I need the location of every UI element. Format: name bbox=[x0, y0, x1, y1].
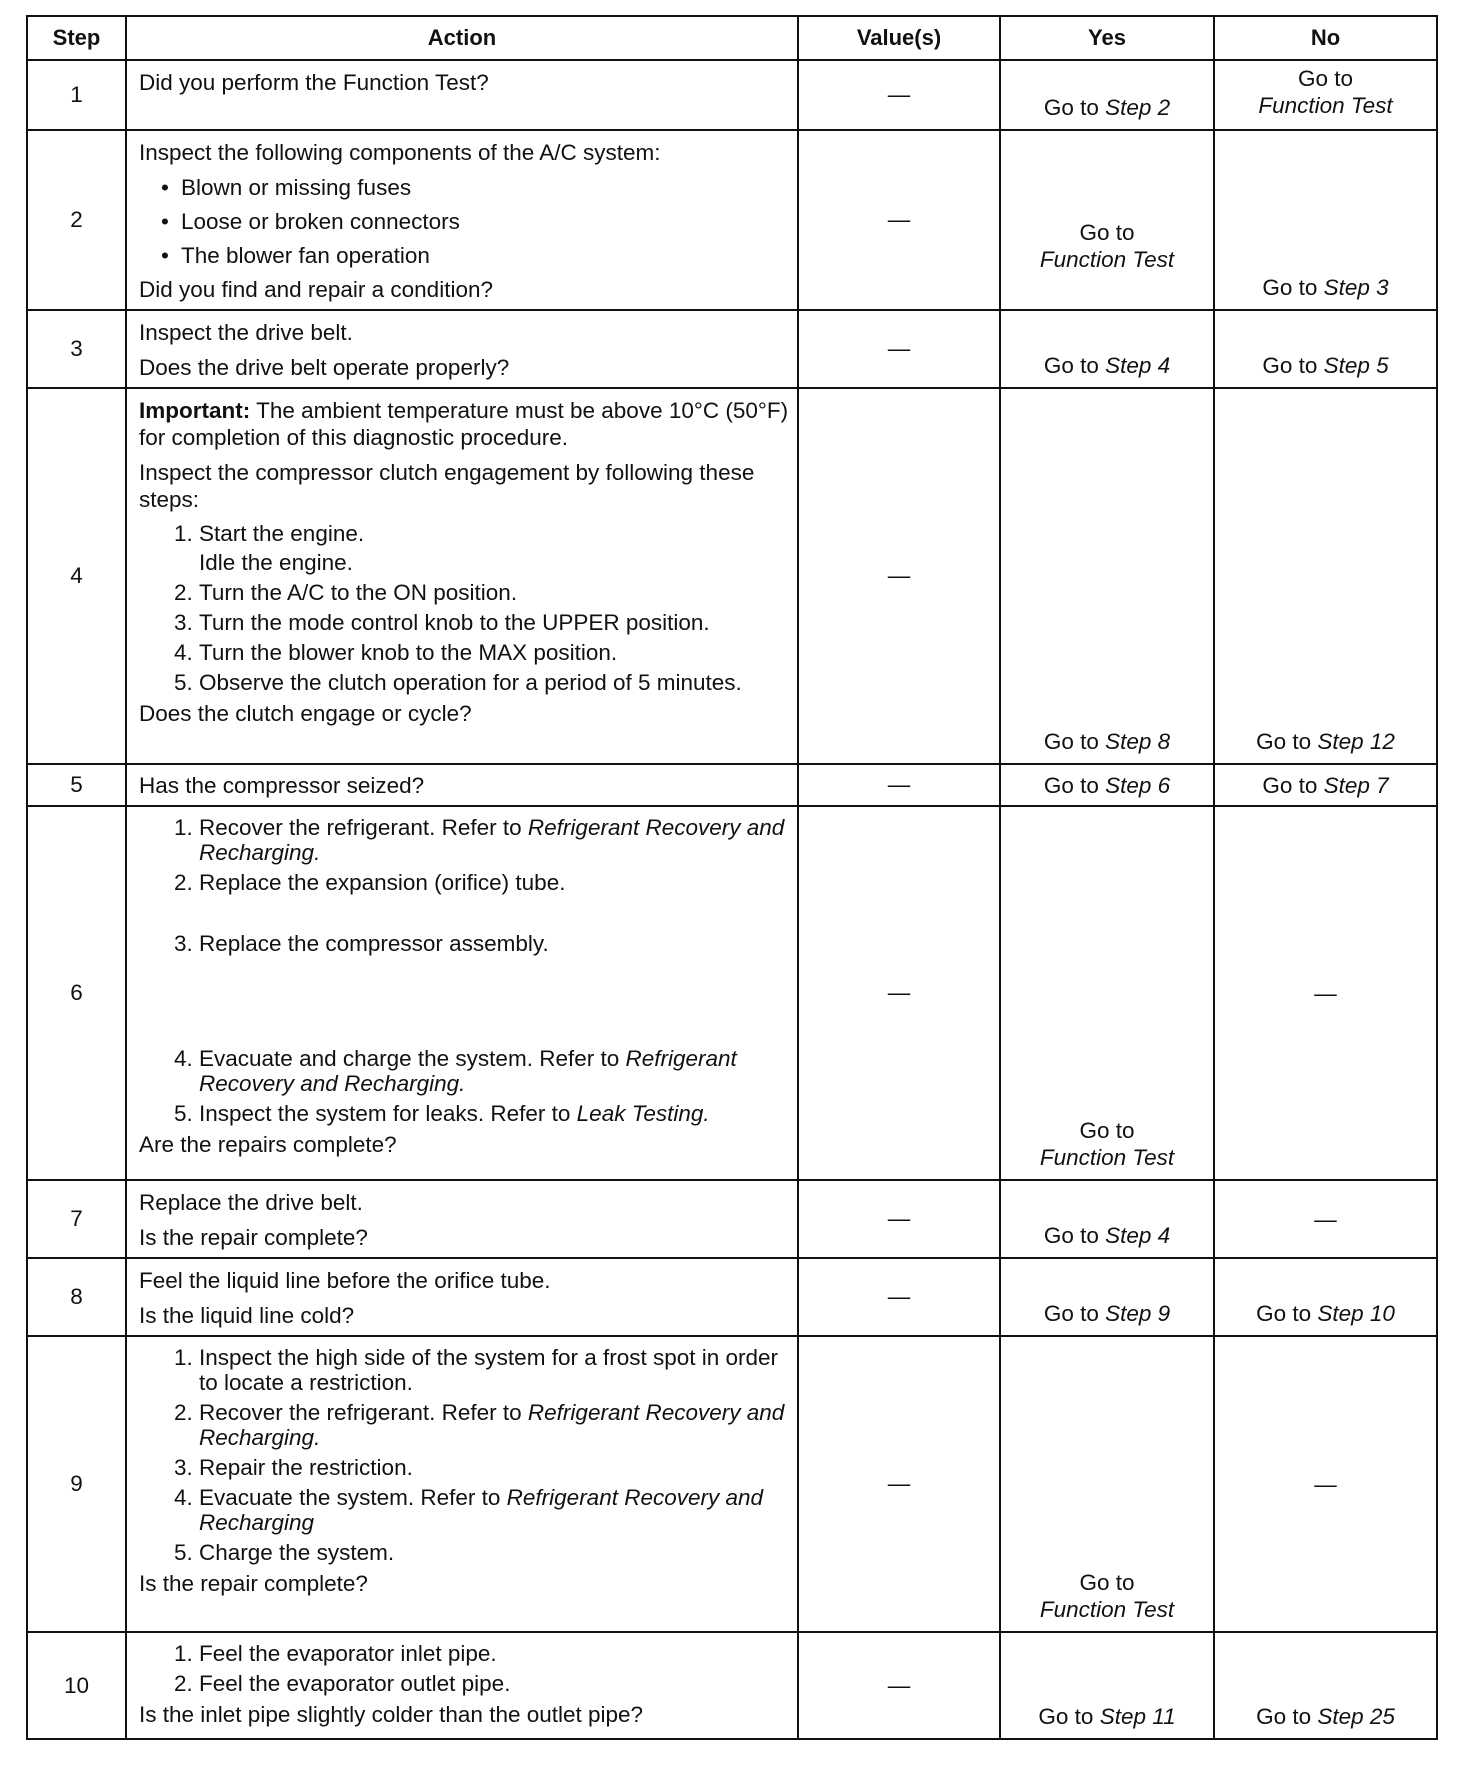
yes-cell bbox=[1000, 764, 1214, 806]
list-item bbox=[199, 1641, 789, 1666]
step-number: 9 bbox=[27, 1336, 126, 1632]
table-row bbox=[27, 1632, 1437, 1739]
list-item bbox=[199, 1345, 789, 1395]
header-no: No bbox=[1214, 16, 1437, 60]
no-target: Step 12 bbox=[1317, 729, 1395, 754]
action-intro: Inspect the compressor clutch engagement by following these steps: bbox=[139, 460, 755, 512]
header-step: Step bbox=[27, 16, 126, 60]
yes-target: Step 8 bbox=[1105, 729, 1171, 754]
yes-target: Step 9 bbox=[1105, 1301, 1171, 1326]
table-row bbox=[27, 806, 1437, 1180]
action-cell bbox=[126, 1336, 798, 1632]
action-question: Does the drive belt operate properly? bbox=[139, 355, 510, 380]
bullet-list bbox=[139, 174, 789, 269]
yes-prefix: Go to bbox=[1079, 1570, 1135, 1595]
list-item bbox=[199, 1400, 789, 1450]
reference-link: Refrigerant Recovery and Recharging bbox=[199, 1485, 764, 1535]
important-text: The ambient temperature must be above 10°C (50°F) for completion of this diagnostic procedure. bbox=[139, 398, 789, 450]
action-cell bbox=[126, 60, 798, 130]
yes-target: Step 11 bbox=[1099, 1704, 1176, 1729]
yes-prefix: Go to bbox=[1043, 1223, 1099, 1248]
value-cell bbox=[798, 60, 1000, 130]
list-item bbox=[161, 174, 789, 201]
no-cell bbox=[1214, 1336, 1437, 1632]
value-dash: — bbox=[887, 563, 911, 588]
yes-prefix: Go to bbox=[1043, 773, 1099, 798]
list-item bbox=[199, 640, 789, 665]
value-cell bbox=[798, 388, 1000, 764]
list-item bbox=[199, 1671, 789, 1696]
yes-prefix: Go to bbox=[1079, 220, 1135, 245]
no-cell bbox=[1214, 130, 1437, 310]
value-dash: — bbox=[887, 772, 911, 797]
no-cell bbox=[1214, 60, 1437, 130]
value-dash: — bbox=[887, 1471, 911, 1496]
yes-target: Step 4 bbox=[1105, 1223, 1171, 1248]
yes-target: Step 6 bbox=[1105, 773, 1171, 798]
action-question: Has the compressor seized? bbox=[139, 772, 425, 798]
yes-cell bbox=[1000, 1336, 1214, 1632]
reference-link: Refrigerant Recovery and Recharging. bbox=[199, 1400, 785, 1450]
yes-prefix: Go to bbox=[1043, 1301, 1099, 1326]
yes-target: Function Test bbox=[1039, 1145, 1175, 1170]
action-intro: Replace the drive belt. bbox=[139, 1190, 363, 1215]
no-cell bbox=[1214, 806, 1437, 1180]
table-row bbox=[27, 130, 1437, 310]
table-row bbox=[27, 1258, 1437, 1336]
no-prefix: Go to bbox=[1256, 1704, 1312, 1729]
reference-link: Refrigerant Recovery and Recharging. bbox=[199, 815, 785, 865]
step-text: Evacuate the system. Refer to bbox=[199, 1485, 501, 1510]
value-cell bbox=[798, 130, 1000, 310]
step-text: Turn the mode control knob to the UPPER position. bbox=[199, 610, 710, 635]
list-item bbox=[199, 580, 789, 605]
yes-cell bbox=[1000, 130, 1214, 310]
list-item bbox=[199, 870, 789, 895]
table-row bbox=[27, 1180, 1437, 1258]
list-item bbox=[199, 521, 789, 575]
value-cell bbox=[798, 1258, 1000, 1336]
no-cell bbox=[1214, 388, 1437, 764]
no-cell bbox=[1214, 1258, 1437, 1336]
value-dash: — bbox=[887, 1284, 911, 1309]
no-target: Step 3 bbox=[1323, 275, 1389, 300]
yes-target: Step 4 bbox=[1105, 353, 1171, 378]
action-cell bbox=[126, 310, 798, 388]
bullet-text: Loose or broken connectors bbox=[181, 209, 460, 234]
action-cell bbox=[126, 388, 798, 764]
list-item bbox=[161, 208, 789, 235]
important-label: Important: bbox=[139, 398, 251, 423]
action-cell bbox=[126, 1632, 798, 1739]
no-prefix: Go to bbox=[1262, 773, 1318, 798]
diagnostic-table bbox=[26, 15, 1438, 1740]
step-text: Recover the refrigerant. Refer to bbox=[199, 1400, 522, 1425]
yes-cell bbox=[1000, 60, 1214, 130]
list-item bbox=[199, 1046, 789, 1096]
yes-cell bbox=[1000, 806, 1214, 1180]
action-question: Are the repairs complete? bbox=[139, 1132, 397, 1157]
step-text: Replace the compressor assembly. bbox=[199, 931, 549, 956]
yes-target: Step 2 bbox=[1105, 95, 1171, 120]
step-text: Turn the A/C to the ON position. bbox=[199, 580, 518, 605]
value-cell bbox=[798, 1336, 1000, 1632]
list-item bbox=[161, 242, 789, 269]
action-question: Is the repair complete? bbox=[139, 1225, 368, 1250]
step-text: Replace the expansion (orifice) tube. bbox=[199, 870, 566, 895]
table-row bbox=[27, 60, 1437, 130]
bullet-text: Blown or missing fuses bbox=[181, 175, 412, 200]
value-cell bbox=[798, 1632, 1000, 1739]
table-row bbox=[27, 1336, 1437, 1632]
step-number: 7 bbox=[27, 1180, 126, 1258]
value-dash: — bbox=[887, 336, 911, 361]
procedure-list bbox=[139, 521, 789, 695]
action-cell bbox=[126, 130, 798, 310]
no-prefix: Go to bbox=[1262, 353, 1318, 378]
procedure-list bbox=[139, 1345, 789, 1565]
step-text: Recover the refrigerant. Refer to bbox=[199, 815, 522, 840]
list-item bbox=[199, 815, 789, 865]
value-cell bbox=[798, 1180, 1000, 1258]
no-cell bbox=[1214, 1180, 1437, 1258]
step-text: Observe the clutch operation for a period of 5 minutes. bbox=[199, 670, 742, 695]
header-values: Value(s) bbox=[798, 16, 1000, 60]
table-row bbox=[27, 310, 1437, 388]
important-note bbox=[139, 397, 789, 451]
no-dash: — bbox=[1314, 1207, 1337, 1232]
step-number: 4 bbox=[27, 388, 126, 764]
yes-prefix: Go to bbox=[1079, 1118, 1135, 1143]
reference-link: Leak Testing. bbox=[576, 1101, 710, 1126]
yes-target: Function Test bbox=[1039, 247, 1175, 272]
step-text: Turn the blower knob to the MAX position. bbox=[199, 640, 618, 665]
step-text: Charge the system. bbox=[199, 1540, 395, 1565]
yes-cell bbox=[1000, 388, 1214, 764]
bullet-text: The blower fan operation bbox=[181, 243, 430, 268]
list-item bbox=[199, 931, 789, 956]
step-text: Evacuate and charge the system. Refer to bbox=[199, 1046, 620, 1071]
action-intro: Inspect the drive belt. bbox=[139, 320, 353, 345]
yes-cell bbox=[1000, 1632, 1214, 1739]
no-target: Function Test bbox=[1258, 93, 1393, 118]
step-subtext: Idle the engine. bbox=[199, 550, 353, 575]
step-text: Feel the evaporator outlet pipe. bbox=[199, 1671, 511, 1696]
list-item bbox=[199, 1101, 789, 1126]
step-number: 1 bbox=[27, 60, 126, 130]
no-cell bbox=[1214, 1632, 1437, 1739]
no-cell bbox=[1214, 764, 1437, 806]
action-cell bbox=[126, 806, 798, 1180]
action-cell bbox=[126, 1180, 798, 1258]
step-number: 6 bbox=[27, 806, 126, 1180]
yes-cell bbox=[1000, 1180, 1214, 1258]
action-question: Did you perform the Function Test? bbox=[139, 70, 489, 95]
no-dash: — bbox=[1314, 981, 1337, 1006]
action-question: Is the repair complete? bbox=[139, 1571, 368, 1596]
yes-prefix: Go to bbox=[1043, 95, 1099, 120]
value-dash: — bbox=[887, 82, 911, 107]
value-cell bbox=[798, 310, 1000, 388]
yes-cell bbox=[1000, 1258, 1214, 1336]
no-target: Step 25 bbox=[1317, 1704, 1395, 1729]
value-dash: — bbox=[887, 1672, 911, 1698]
no-target: Step 7 bbox=[1323, 773, 1389, 798]
procedure-list bbox=[139, 1641, 789, 1696]
yes-prefix: Go to bbox=[1038, 1704, 1094, 1729]
table-row bbox=[27, 388, 1437, 764]
list-item bbox=[199, 1540, 789, 1565]
action-question: Does the clutch engage or cycle? bbox=[139, 701, 472, 726]
yes-cell bbox=[1000, 310, 1214, 388]
step-text: Inspect the high side of the system for a frost spot in order to locate a restriction. bbox=[199, 1345, 779, 1395]
value-dash: — bbox=[887, 207, 911, 232]
no-prefix: Go to bbox=[1256, 1301, 1312, 1326]
yes-target: Function Test bbox=[1039, 1597, 1175, 1622]
no-target: Step 10 bbox=[1317, 1301, 1395, 1326]
step-number: 8 bbox=[27, 1258, 126, 1336]
action-intro: Feel the liquid line before the orifice tube. bbox=[139, 1268, 551, 1293]
action-question: Is the liquid line cold? bbox=[139, 1303, 355, 1328]
table-row bbox=[27, 764, 1437, 806]
step-number: 3 bbox=[27, 310, 126, 388]
list-item bbox=[199, 670, 789, 695]
header-yes: Yes bbox=[1000, 16, 1214, 60]
step-text: Start the engine. bbox=[199, 521, 365, 546]
table-body bbox=[27, 60, 1437, 1739]
value-dash: — bbox=[887, 1206, 911, 1231]
step-text: Inspect the system for leaks. Refer to bbox=[199, 1101, 571, 1126]
header-row bbox=[27, 16, 1437, 60]
step-number: 2 bbox=[27, 130, 126, 310]
yes-prefix: Go to bbox=[1043, 353, 1099, 378]
procedure-list bbox=[139, 815, 789, 1126]
step-text: Repair the restriction. bbox=[199, 1455, 413, 1480]
step-number: 5 bbox=[27, 764, 126, 806]
step-number: 10 bbox=[27, 1632, 126, 1739]
no-prefix: Go to bbox=[1297, 66, 1354, 91]
yes-prefix: Go to bbox=[1043, 729, 1099, 754]
list-item bbox=[199, 1485, 789, 1535]
action-intro: Inspect the following components of the A/C system: bbox=[139, 140, 661, 165]
action-question: Is the inlet pipe slightly colder than the outlet pipe? bbox=[139, 1702, 644, 1727]
no-target: Step 5 bbox=[1323, 353, 1389, 378]
action-question: Did you find and repair a condition? bbox=[139, 277, 493, 302]
list-item bbox=[199, 1455, 789, 1480]
no-prefix: Go to bbox=[1256, 729, 1312, 754]
action-cell bbox=[126, 1258, 798, 1336]
no-cell bbox=[1214, 310, 1437, 388]
list-item bbox=[199, 610, 789, 635]
step-text: Feel the evaporator inlet pipe. bbox=[199, 1641, 497, 1666]
value-cell bbox=[798, 806, 1000, 1180]
reference-link: Refrigerant Recovery and Recharging. bbox=[199, 1046, 737, 1096]
value-dash: — bbox=[887, 980, 911, 1005]
header-action: Action bbox=[126, 16, 798, 60]
value-cell bbox=[798, 764, 1000, 806]
no-dash: — bbox=[1314, 1472, 1337, 1497]
no-prefix: Go to bbox=[1262, 275, 1318, 300]
action-cell bbox=[126, 764, 798, 806]
